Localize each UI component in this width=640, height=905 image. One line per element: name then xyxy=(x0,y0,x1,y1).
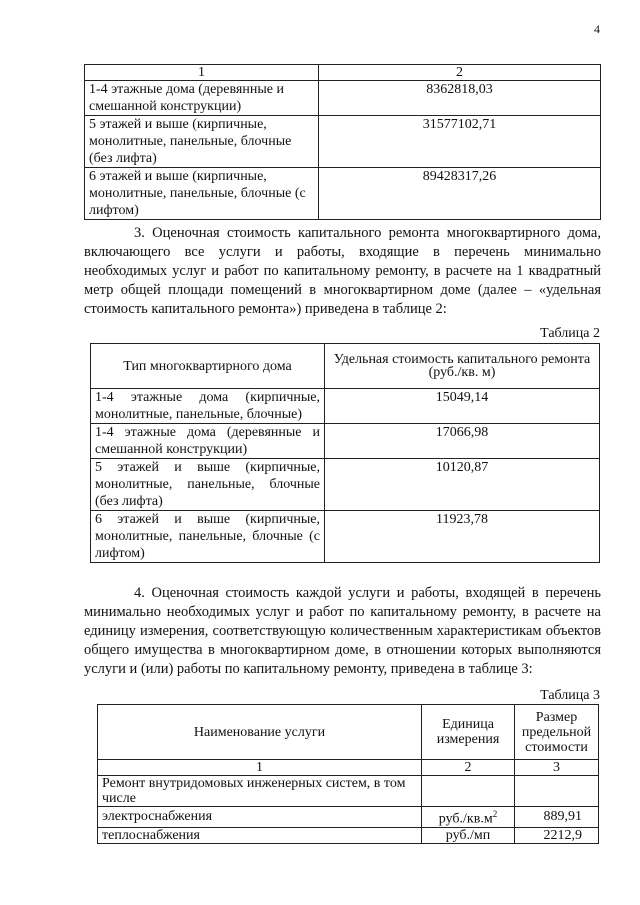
table-3-header-service: Наименование услуги xyxy=(98,705,422,760)
table-3-header-row xyxy=(98,705,599,760)
unit-text: руб./кв.м xyxy=(438,811,493,827)
table-3-number-col-3: 3 xyxy=(515,760,599,776)
table-3-number-row xyxy=(98,760,599,776)
table-3-header-unit: Единица измерения xyxy=(422,705,515,760)
table-3-header-price: Размер предельной стоимости xyxy=(515,705,599,760)
page-number: 4 xyxy=(594,22,600,36)
service-name-cell: электроснабжения xyxy=(98,807,422,828)
house-type-cell: 6 этажей и выше (кирпичные, монолитные, панельные, блочные (с лифтом) xyxy=(91,511,325,563)
cost-cell: 31577102,71 xyxy=(319,116,601,168)
unit-cell xyxy=(422,827,515,843)
table-1-header-col-1: 1 xyxy=(85,65,319,81)
service-name-cell: теплоснабжения xyxy=(98,827,422,843)
cost-cell: 10120,87 xyxy=(325,459,600,511)
paragraph-4: 4. Оценочная стоимость каждой услуги и работы, входящей в перечень минимально необходимых услуг и работ по капитальному ремонту, в расчете на единицу измерения, соответствующую количественным характеристикам объектов общего имущества в многоквартирном доме, в отношении которых выполняются услуги и (или) работы по капитальному ремонту, приведена в таблице 3: xyxy=(84,585,601,677)
table-1-header-row xyxy=(85,65,601,81)
table-3-number-col-2: 2 xyxy=(422,760,515,776)
table-2-header-row xyxy=(91,344,600,389)
unit-cell xyxy=(422,807,515,828)
house-type-cell: 1-4 этажные дома (деревянные и смешанной конструкции) xyxy=(91,424,325,459)
table-row xyxy=(85,168,601,220)
table-2-header-cost: Удельная стоимость капитального ремонта (руб./кв. м) xyxy=(325,344,600,389)
table-2-caption: Таблица 2 xyxy=(540,326,600,341)
price-cell: 889,91 xyxy=(515,807,599,828)
cost-cell: 11923,78 xyxy=(325,511,600,563)
cost-cell: 17066,98 xyxy=(325,424,600,459)
price-cell: 2212,9 xyxy=(515,827,599,843)
table-3-caption: Таблица 3 xyxy=(540,688,600,703)
unit-text: руб./мп xyxy=(445,827,491,843)
paragraph-3: 3. Оценочная стоимость капитального ремонта многоквартирного дома, включающего все услуги и работы, входящие в перечень минимально необходимых услуг и работ по капитальному ремонту, в расчете на 1 квадратный метр общей площади помещений в многоквартирном доме (далее – «удельная стоимость капитального ремонта») приведена в таблице 2: xyxy=(84,225,601,317)
table-row xyxy=(85,81,601,116)
service-group-cell: Ремонт внутридомовых инженерных систем, в том числе xyxy=(98,776,422,807)
unit-cell xyxy=(422,776,515,807)
price-cell xyxy=(515,776,599,807)
house-type-cell: 1-4 этажные дома (деревянные и смешанной конструкции) xyxy=(85,81,319,116)
table-1-header-col-2: 2 xyxy=(319,65,601,81)
house-type-cell: 1-4 этажные дома (кирпичные, монолитные, панельные, блочные) xyxy=(91,389,325,424)
table-row xyxy=(91,389,600,424)
cost-cell: 15049,14 xyxy=(325,389,600,424)
cost-cell: 8362818,03 xyxy=(319,81,601,116)
table-row xyxy=(91,459,600,511)
table-3 xyxy=(97,704,599,844)
table-row xyxy=(98,776,599,807)
table-row xyxy=(98,827,599,843)
table-2 xyxy=(90,343,600,563)
table-row xyxy=(91,424,600,459)
table-2-header-type: Тип многоквартирного дома xyxy=(91,344,325,389)
house-type-cell: 5 этажей и выше (кирпичные, монолитные, панельные, блочные (без лифта) xyxy=(85,116,319,168)
unit-superscript: 2 xyxy=(492,809,498,819)
table-row xyxy=(85,116,601,168)
table-row xyxy=(98,807,599,828)
table-3-number-col-1: 1 xyxy=(98,760,422,776)
cost-cell: 89428317,26 xyxy=(319,168,601,220)
table-row xyxy=(91,511,600,563)
house-type-cell: 6 этажей и выше (кирпичные, монолитные, панельные, блочные (с лифтом) xyxy=(85,168,319,220)
table-1 xyxy=(84,64,601,220)
house-type-cell: 5 этажей и выше (кирпичные, монолитные, панельные, блочные (без лифта) xyxy=(91,459,325,511)
